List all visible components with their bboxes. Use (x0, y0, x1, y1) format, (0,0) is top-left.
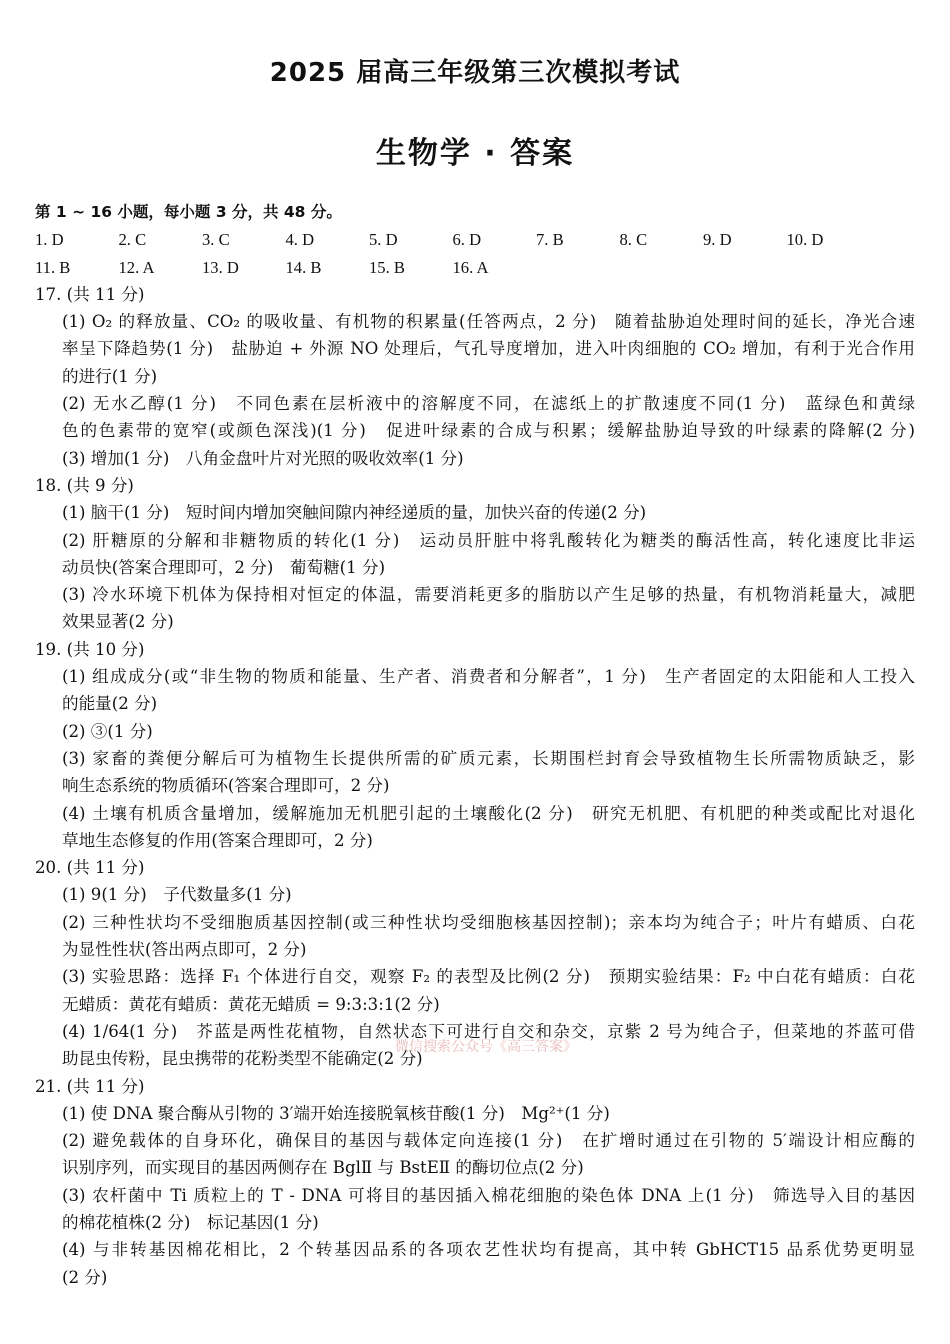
q21-line: (1) 使 DNA 聚合酶从引物的 3′端开始连接脱氧核苷酸(1 分) Mg²⁺(1 分) (62, 1103, 610, 1123)
q18-line: (2) 肝糖原的分解和非糖物质的转化(1 分) 运动员肝脏中将乳酸转化为糖类的酶活性高，转化速度比非运 (62, 530, 915, 550)
q20-line: 助昆虫传粉，昆虫携带的花粉类型不能确定(2 分) (62, 1049, 423, 1069)
q17-line: (1) O₂ 的释放量、CO₂ 的吸收量、有机物的积累量(任答两点，2 分) 随着盐胁迫处理时间的延长，净光合速 (62, 312, 915, 332)
mc-answer: 13. D (202, 257, 239, 277)
q17-line: 色的色素带的宽窄(或颜色深浅)(1 分) 促进叶绿素的合成与积累；缓解盐胁迫导致的叶绿素的降解(2 分) (62, 421, 915, 441)
q21-line: (4) 与非转基因棉花相比，2 个转基因品系的各项农艺性状均有提高，其中转 GbHCT15 品系优势更明显 (62, 1240, 915, 1260)
q18-line: (1) 脑干(1 分) 短时间内增加突触间隙内神经递质的量，加快兴奋的传递(2 分) (62, 503, 647, 523)
q18-heading: 18. (共 9 分) (35, 475, 134, 495)
watermark: 微信搜索公众号《高三答案》 (395, 1039, 577, 1055)
q21-line: (2) 避免载体的自身环化，确保目的基因与载体定向连接(1 分) 在扩增时通过在引物的 5′端设计相应酶的 (62, 1131, 915, 1151)
q17-line: 的进行(1 分) (62, 366, 158, 386)
q20-line: 无蜡质：黄花有蜡质：黄花无蜡质 = 9:3:3:1(2 分) (62, 994, 440, 1014)
q18-line: (3) 冷水环境下机体为保持相对恒定的体温，需要消耗更多的脂肪以产生足够的热量，有机物消耗量大，减肥 (62, 585, 915, 605)
mc-answer: 4. D (285, 230, 315, 250)
mc-answer: 3. C (202, 230, 230, 250)
q21-line: 的棉花植株(2 分) 标记基因(1 分) (62, 1212, 319, 1232)
q20-line: (2) 三种性状均不受细胞质基因控制(或三种性状均受细胞核基因控制)；亲本均为纯合子；叶片有蜡质、白花 (62, 912, 915, 932)
q19-line: (1) 组成成分(或“非生物的物质和能量、生产者、消费者和分解者”，1 分) 生产者固定的太阳能和人工投入 (62, 667, 915, 687)
mc-row-2 (35, 254, 915, 281)
q21-heading: 21. (共 11 分) (35, 1076, 145, 1096)
q20-line: (3) 实验思路：选择 F₁ 个体进行自交，观察 F₂ 的表型及比例(2 分) 预期实验结果：F₂ 中白花有蜡质：白花 (62, 967, 915, 987)
exam-subtitle: 生物学 · 答案 (375, 136, 575, 171)
mc-answer: 2. C (118, 230, 147, 250)
q20-line: 为显性性状(答出两点即可，2 分) (62, 940, 307, 960)
q21-line: (3) 农杆菌中 Ti 质粒上的 T - DNA 可将目的基因插入棉花细胞的染色体 DNA 上(1 分) 筛选导入目的基因 (62, 1185, 915, 1205)
q21-line: 识别序列，而实现目的基因两侧存在 BglⅡ 与 BstEⅡ 的酶切位点(2 分) (62, 1158, 584, 1178)
mc-answer: 8. C (619, 230, 648, 250)
q19-line: (2) ③(1 分) (62, 721, 153, 741)
q17-line: (3) 增加(1 分) 八角金盘叶片对光照的吸收效率(1 分) (62, 448, 464, 468)
mc-row-1 (35, 226, 915, 253)
q17-heading: 17. (共 11 分) (35, 284, 145, 304)
q20-heading: 20. (共 11 分) (35, 858, 145, 878)
mc-answer: 11. B (35, 257, 71, 277)
q19-heading: 19. (共 10 分) (35, 639, 145, 659)
exam-title: 2025 届高三年级第三次模拟考试 (269, 58, 681, 88)
mc-answer: 9. D (703, 230, 732, 250)
answer-content (35, 199, 915, 1291)
mc-answer: 5. D (369, 230, 398, 250)
mc-answer: 6. D (452, 230, 482, 250)
mc-answer: 14. B (285, 257, 322, 277)
q19-line: 响生态系统的物质循环(答案合理即可，2 分) (62, 776, 390, 796)
mc-answer: 1. D (35, 230, 64, 250)
q19-line: 的能量(2 分) (62, 694, 158, 714)
mc-answer: 15. B (369, 257, 405, 277)
q17-line: 率呈下降趋势(1 分) 盐胁迫 + 外源 NO 处理后，气孔导度增加，进入叶肉细胞的 CO₂ 增加，有利于光合作用 (62, 339, 915, 359)
q20-line: (1) 9(1 分) 子代数量多(1 分) (62, 885, 292, 905)
q17-line: (2) 无水乙醇(1 分) 不同色素在层析液中的溶解度不同，在滤纸上的扩散速度不同(1 分) 蓝绿色和黄绿 (62, 394, 915, 414)
q19-line: (4) 土壤有机质含量增加，缓解施加无机肥引起的土壤酸化(2 分) 研究无机肥、有机肥的种类或配比对退化 (62, 803, 915, 823)
mc-heading: 第 1 ~ 16 小题，每小题 3 分，共 48 分。 (35, 203, 342, 221)
q20-line: (4) 1/64(1 分) 芥蓝是两性花植物，自然状态下可进行自交和杂交，京紫 2 号为纯合子，但菜地的芥蓝可借 (62, 1021, 915, 1041)
q18-line: 效果显著(2 分) (62, 612, 174, 632)
mc-answer: 16. A (452, 257, 489, 277)
mc-answer: 10. D (786, 230, 824, 250)
q18-line: 动员快(答案合理即可，2 分) 葡萄糖(1 分) (62, 557, 386, 577)
mc-answer: 12. A (118, 257, 155, 277)
mc-answer: 7. B (536, 230, 564, 250)
q21-line: (2 分) (62, 1267, 108, 1287)
q19-line: (3) 家畜的粪便分解后可为植物生长提供所需的矿质元素，长期围栏封育会导致植物生长所需物质缺乏，影 (62, 748, 915, 768)
q19-line: 草地生态修复的作用(答案合理即可，2 分) (62, 830, 373, 850)
